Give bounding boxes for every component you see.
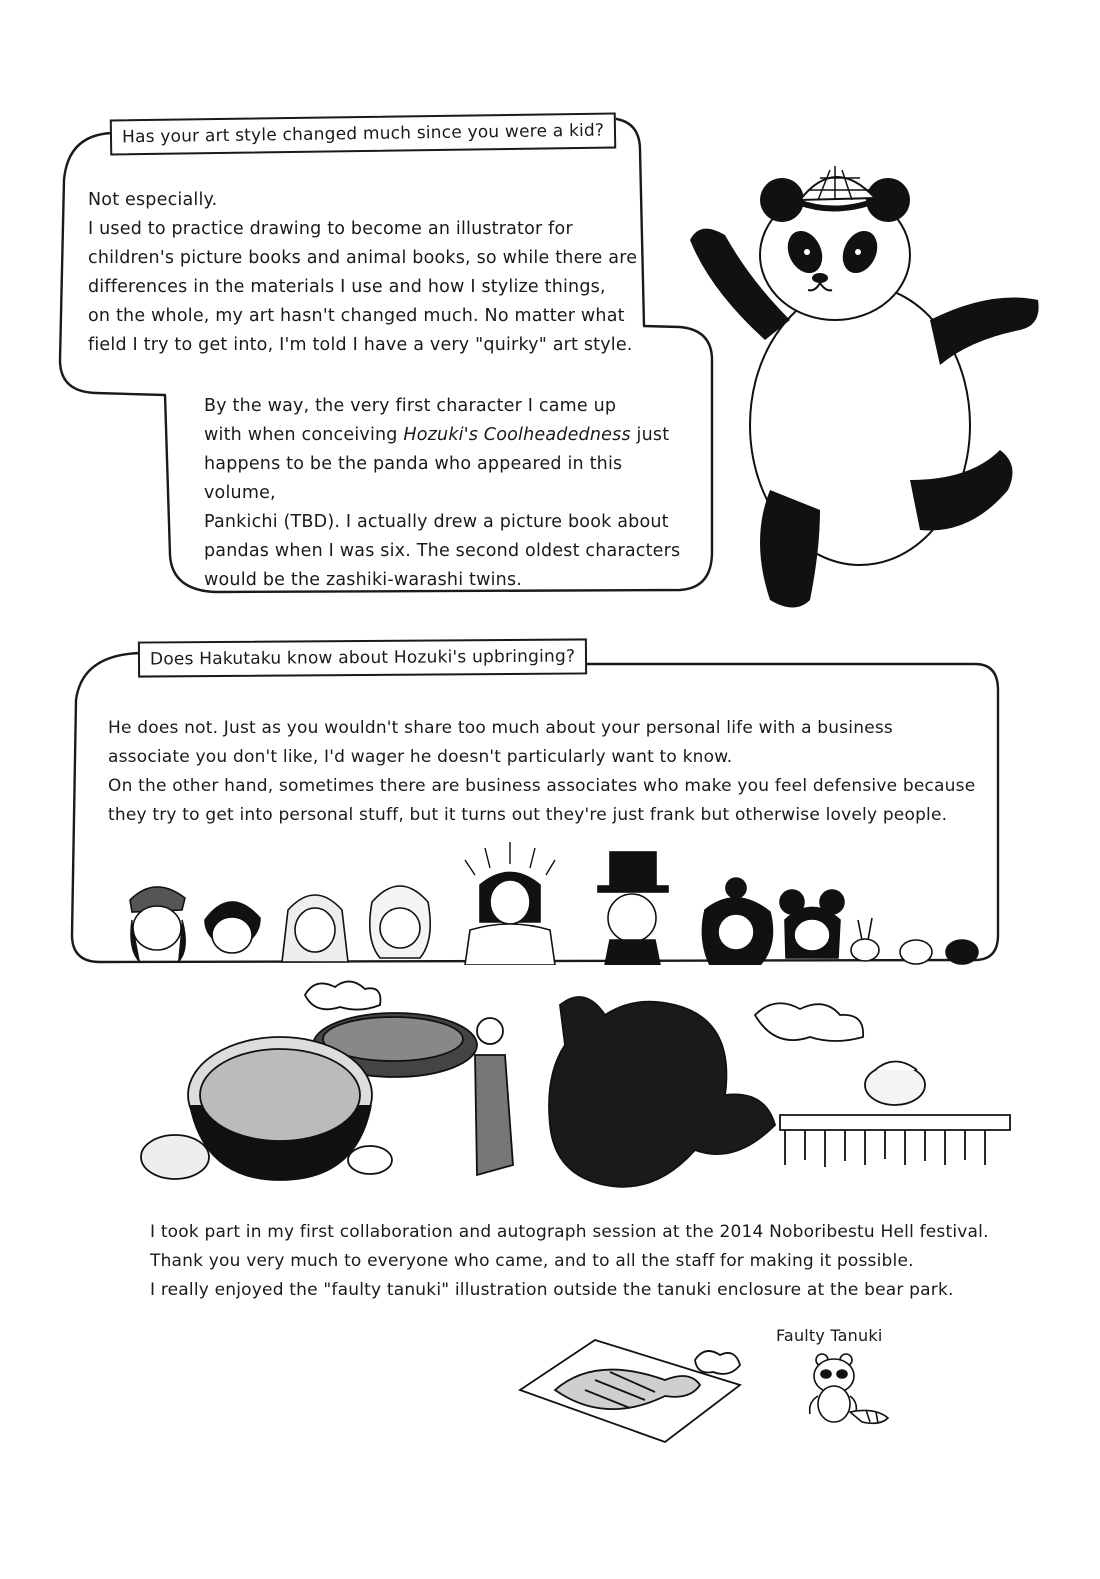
answer-1-line: on the whole, my art hasn't changed much. No matter what: [88, 306, 625, 326]
answer-2: [108, 714, 988, 830]
byway-line: Pankichi (TBD). I actually drew a picture book about: [204, 512, 669, 532]
answer-2-line: On the other hand, sometimes there are business associates who make you feel defensive because: [108, 776, 976, 796]
festival-illustration: [135, 975, 1015, 1200]
closing-line: I really enjoyed the "faulty tanuki" illustration outside the tanuki enclosure at the bear park.: [150, 1280, 954, 1300]
byway-line: would be the zashiki-warashi twins.: [204, 570, 523, 590]
answer-1-line: I used to practice drawing to become an illustrator for: [88, 219, 573, 239]
closing-line: I took part in my first collaboration and autograph session at the 2014 Noboribestu Hell festival.: [150, 1222, 989, 1242]
character-lineup-illustration: [110, 840, 990, 965]
answer-2-line: He does not. Just as you wouldn't share too much about your personal life with a business: [108, 718, 893, 738]
faulty-tanuki-illustration: [800, 1352, 895, 1427]
tanuki-caption: Faulty Tanuki: [776, 1326, 883, 1345]
question-2-box: [138, 638, 587, 677]
byway-text: just: [630, 425, 670, 445]
byway-line: By the way, the very first character I came up: [204, 396, 617, 416]
taiyaki-illustration: [515, 1330, 745, 1445]
closing-text: [150, 1218, 989, 1305]
question-2-text: Does Hakutaku know about Hozuki's upbringing?: [149, 646, 576, 670]
byway-line: happens to be the panda who appeared in this volume,: [204, 454, 623, 503]
byway-line: pandas when I was six. The second oldest characters: [204, 541, 681, 561]
answer-1-line: children's picture books and animal books, so while there are: [88, 248, 638, 268]
answer-1-line: differences in the materials I use and how I stylize things,: [88, 277, 606, 297]
answer-1-line: field I try to get into, I'm told I have a very "quirky" art style.: [88, 335, 633, 355]
answer-1-line: Not especially.: [88, 190, 218, 210]
question-1-text: Has your art style changed much since you were a kid?: [121, 120, 605, 148]
byway-text: with when conceiving: [204, 425, 404, 445]
answer-2-line: they try to get into personal stuff, but it turns out they're just frank but otherwise lovely people.: [108, 805, 948, 825]
answer-2-line: associate you don't like, I'd wager he doesn't particularly want to know.: [108, 747, 733, 767]
closing-line: Thank you very much to everyone who came, and to all the staff for making it possible.: [150, 1251, 914, 1271]
book-title: Hozuki's Coolheadedness: [403, 425, 631, 445]
